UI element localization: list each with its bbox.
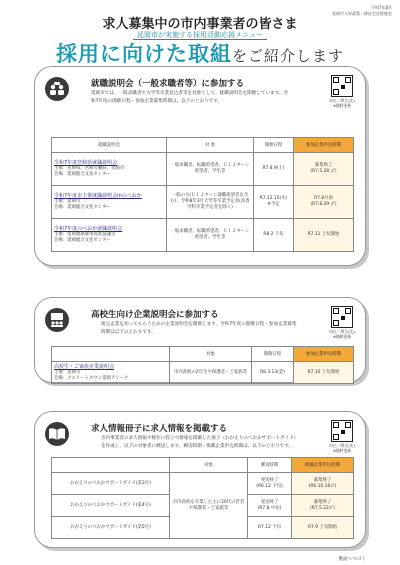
meeting-icon bbox=[45, 77, 69, 101]
page-title-big: 採用に向けた取組 bbox=[55, 42, 232, 66]
presentation-icon bbox=[45, 308, 69, 332]
event-venue: 会場：延岡総合文化センター bbox=[54, 172, 111, 177]
event-target: 一般求職者、転職希望者、ＵＩＪターン希望者、学生等 bbox=[167, 153, 254, 186]
event-venue: 会場：延岡総合文化センター bbox=[54, 205, 111, 210]
qr-caption-line: 申込・問合(先) bbox=[329, 443, 355, 448]
qr-caption-note: ※随時更新 bbox=[332, 333, 352, 339]
highschool-table bbox=[51, 346, 354, 384]
event-date: R8.2 下旬 bbox=[254, 219, 294, 252]
apply-status: R7.9 上旬開始 bbox=[292, 517, 354, 539]
section-highschool bbox=[34, 297, 366, 383]
table-row bbox=[52, 219, 354, 252]
table-header: 郵送時期 bbox=[248, 458, 292, 473]
qr-code-icon[interactable] bbox=[331, 75, 353, 97]
qr-caption bbox=[325, 330, 359, 339]
apply-status: R7.10 上旬開始 bbox=[294, 362, 354, 384]
booklet-name: おかえりのべおかサポートガイド(第3号) bbox=[52, 473, 170, 495]
booklet-name: おかえりのべおかサポートガイド(第4号) bbox=[52, 495, 170, 517]
event-date: R7.12.15(水) bbox=[259, 196, 288, 201]
apply-status: R7.8月頃 bbox=[314, 196, 333, 201]
event-venue: 会場：アスリートタウン延岡アリーナ bbox=[54, 375, 129, 381]
booklet-table bbox=[51, 457, 354, 539]
ship-date: (R6.12 下旬) bbox=[256, 483, 283, 489]
table-header bbox=[52, 458, 170, 473]
ship-date: (R7.8 中旬) bbox=[257, 505, 282, 511]
header-date: 令和7年8月 bbox=[370, 5, 392, 10]
apply-deadline: (R7.5.22〆) bbox=[310, 505, 335, 511]
section-job-fair-title: 就職説明会（一般求職者等）に参加する bbox=[91, 79, 245, 89]
apply-status: R7.11 上旬開始 bbox=[294, 219, 354, 252]
event-venue: 会場：延岡総合文化センター bbox=[54, 238, 111, 243]
table-row bbox=[52, 186, 354, 219]
booklet-name: おかえりのべおかサポートガイド(第5号) bbox=[52, 517, 170, 539]
section-booklet-body: 市内事業者の求人情報や移住に役立つ情報を掲載した冊子（おかえりのべおかサポートガイド）を作成し、以下の対象者に郵送します。郵送時期・掲載企業申込時期は、以下のとおりです。 bbox=[101, 436, 299, 449]
table-header bbox=[52, 347, 170, 362]
ship-status: 発送終了 bbox=[260, 499, 279, 505]
event-date: R8.3.13(金) bbox=[252, 362, 294, 384]
table-header: 対 象 bbox=[167, 138, 254, 153]
qr-code-icon[interactable] bbox=[331, 306, 353, 328]
section-booklet-title: 求人情報冊子に求人情報を掲載する bbox=[91, 424, 228, 434]
qr-caption-note: ※随時更新 bbox=[332, 447, 352, 453]
page-title-small: をご紹介します bbox=[231, 47, 344, 65]
table-header-highlight: 参加企業申込時期 bbox=[294, 347, 354, 362]
table-row bbox=[52, 362, 354, 384]
table-row bbox=[52, 473, 354, 495]
qr-code-icon[interactable] bbox=[331, 420, 353, 442]
book-icon bbox=[45, 422, 69, 446]
table-header: 就職説明会 bbox=[52, 138, 167, 153]
event-host: 主催：宮崎県、宮崎労働局、延岡市 bbox=[54, 166, 125, 171]
event-host: 主催：延岡地域雇用促進協議会 bbox=[54, 232, 116, 237]
page-subtitle: 延岡市が実施する採用活動応援メニュー bbox=[133, 31, 267, 40]
qr-caption bbox=[325, 99, 359, 108]
qr-caption-note: ※随時更新 bbox=[332, 102, 352, 108]
header-department: 延岡市人材政策・移住定住推進室 bbox=[332, 10, 392, 16]
booklet-target: 市内高校を卒業した主に20代の若者や保護者・ご家族等 bbox=[170, 473, 248, 539]
qr-caption-line: 申込・問合(先) bbox=[329, 98, 355, 103]
section-highschool-title: 高校生向け企業説明会に参加する bbox=[91, 310, 219, 320]
apply-deadline: (R6.10.18〆) bbox=[308, 483, 337, 489]
ship-status: 発送終了 bbox=[260, 477, 279, 483]
table-header: 開催日程 bbox=[254, 138, 294, 153]
event-target: 一般求職者、転職希望者、ＵＩＪターン希望者、学生等 bbox=[167, 219, 254, 252]
apply-deadline: (R7.5.28 〆) bbox=[310, 169, 337, 174]
table-header: 開催日程 bbox=[252, 347, 294, 362]
event-date: R7.8.9(土) bbox=[254, 153, 294, 186]
apply-status: 募集終了 bbox=[313, 477, 332, 483]
ship-date: R7.12 下旬 bbox=[248, 517, 292, 539]
table-row bbox=[52, 153, 354, 186]
page-main-title: 求人募集中の市内事業者の皆さま bbox=[102, 17, 298, 32]
table-header: 対象 bbox=[170, 347, 252, 362]
event-name-link[interactable]: 令和7年度宮崎県就職説明会 bbox=[54, 160, 118, 166]
apply-status: 募集終了 bbox=[313, 499, 332, 505]
table-header: 対象 bbox=[170, 458, 248, 473]
qr-caption-line: 申込・問合(先) bbox=[329, 329, 355, 334]
event-name-link[interactable]: 令和7年度のべおか就職説明会 bbox=[54, 226, 123, 232]
apply-status: 募集終了 bbox=[314, 163, 333, 168]
table-header-highlight: 掲載企業申込時期 bbox=[292, 458, 354, 473]
event-host: 主催：延岡市 bbox=[54, 369, 81, 375]
event-host: 主催：延岡市 bbox=[54, 199, 81, 204]
table-header-highlight: 参加企業申込時期 bbox=[294, 138, 354, 153]
section-job-fair-body: 延岡市では、一般求職者や大学等卒業見込者等を対象として、就職説明会を開催しています。令和7年度の開催日程・参加企業募集時期は、以下のとおりです。 bbox=[91, 91, 289, 104]
qr-caption bbox=[325, 444, 359, 453]
apply-deadline: (R7.8.29 〆) bbox=[310, 202, 337, 207]
event-name-link[interactable]: 令和7年度市主催就職説明会inのべおか bbox=[54, 193, 142, 199]
page-title bbox=[0, 38, 400, 68]
section-highschool-body: 地元企業を知ってもらうための企業説明会を開催します。令和7年度の開催日程・参加企業募集時期は以下のとおりです。 bbox=[101, 322, 297, 335]
section-booklet bbox=[34, 411, 366, 548]
event-date-note: ※予定 bbox=[267, 202, 280, 207]
section-job-fair bbox=[34, 66, 366, 266]
next-page-note: 裏面へつづく bbox=[338, 557, 366, 562]
event-name-link[interactable]: 高校生・ご家族企業説明会 bbox=[54, 363, 115, 370]
event-target: 市内高校の2年生や保護者・ご家族等 bbox=[170, 362, 252, 384]
job-fair-table bbox=[51, 137, 354, 252]
event-target: 一般の方(ＵＩＪターン就職希望者を含む)、令和8年3月大学等卒業予定者(高専学科卒業予定者を除く) bbox=[167, 186, 254, 219]
